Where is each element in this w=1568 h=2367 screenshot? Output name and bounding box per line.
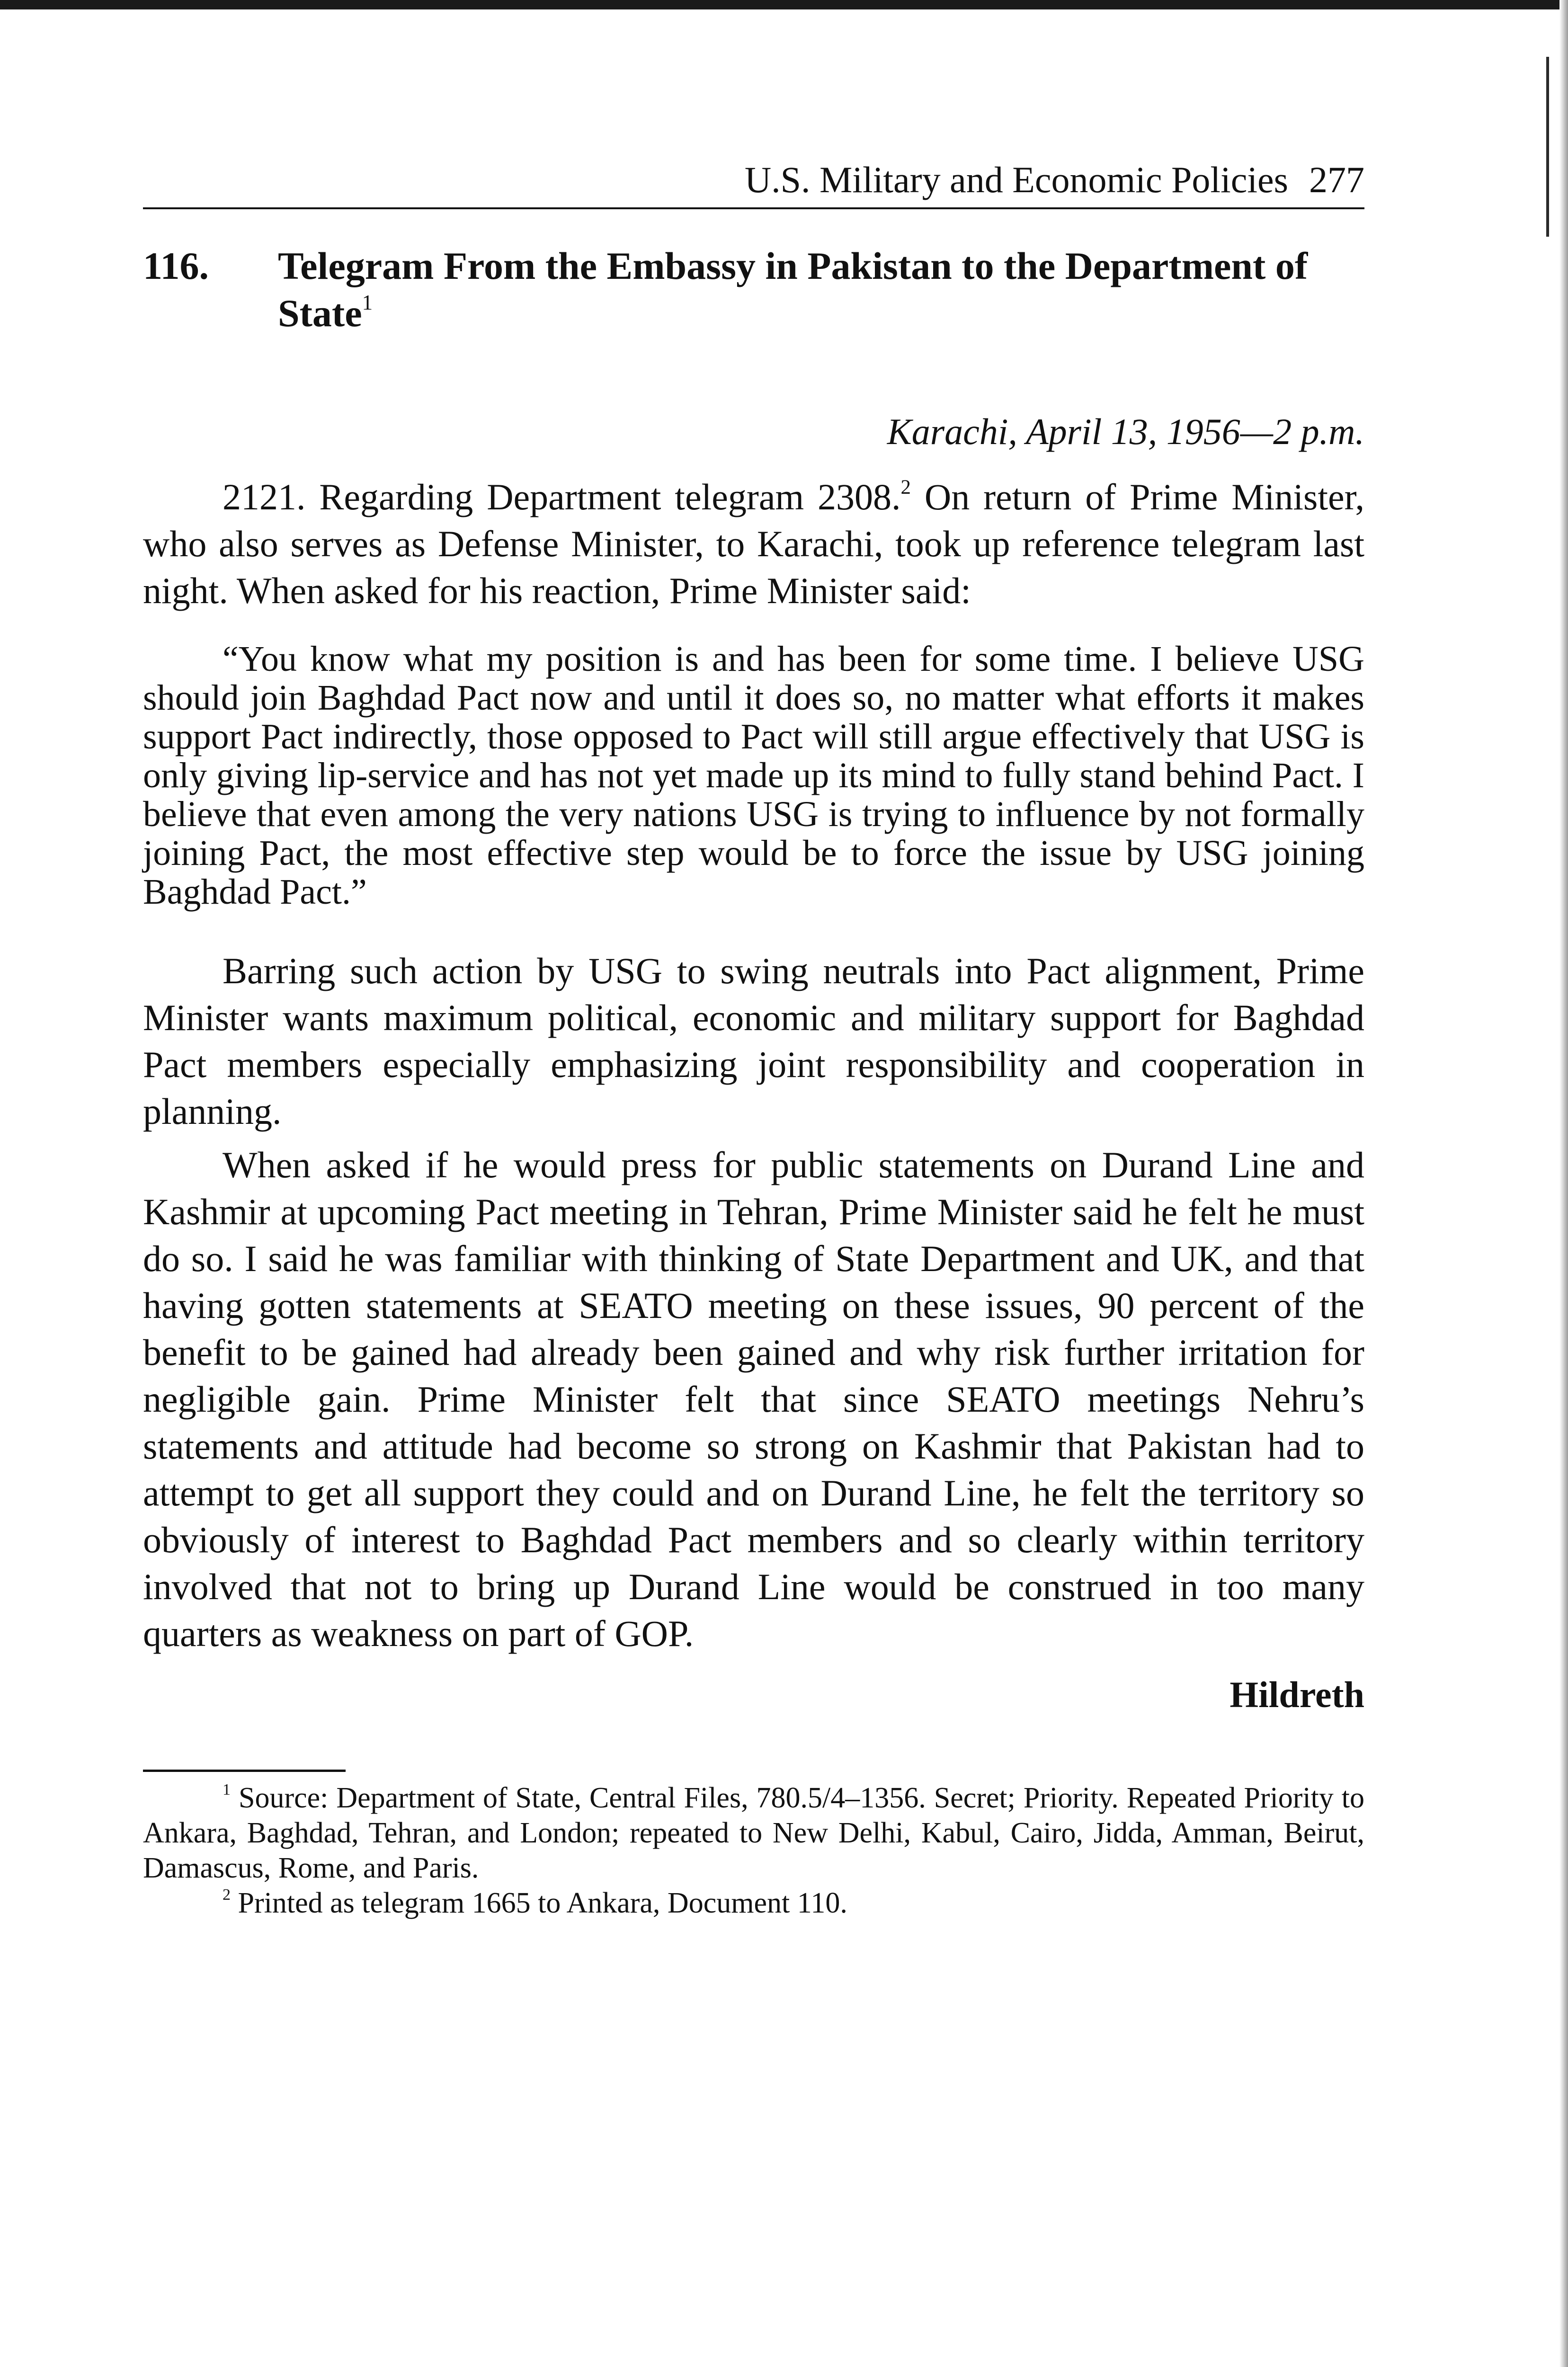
- paragraph-3: When asked if he would press for public statements on Durand Line and Kashmir at upcoming Pact meeting in Tehran, Prime Minister said he felt he must do so. I said he was familiar with thinking of State Department and UK, and that having gotten statements at SEATO meeting on these issues, 90 percent of the benefit to be gained had already been gained and why risk further irritation for negligible gain. Prime Minister felt that since SEATO meetings Nehru’s statements and attitude had become so strong on Kashmir that Pakistan had to attempt to get all support they could and on Durand Line, he felt the territory so obviously of interest to Baghdad Pact members and so clearly within territory involved that not to bring up Durand Line would be construed in too many quarters as weakness on part of GOP.: [143, 1144, 1364, 1654]
- page-number: 277: [1309, 159, 1364, 200]
- footnote-2-marker: 2: [223, 1886, 231, 1904]
- quoted-statement: “You know what my position is and has been for some time. I believe USG should join Baghdad Pact now and until it does so, no matter what efforts it makes support Pact indirectly, those opposed to Pact will still argue effectively that USG is only giving lip-service and has not yet made up its mind to fully stand behind Pact. I believe that even among the very nations USG is trying to influence by not formally joining Pact, the most effective step would be to force the issue by USG joining Baghdad Pact.”: [143, 639, 1364, 912]
- footnote-1: [143, 1780, 1364, 1886]
- footnotes: [143, 1780, 1364, 1921]
- footnote-ref-2: 2: [900, 476, 911, 498]
- document-number: 116.: [143, 244, 209, 287]
- document-page: [143, 156, 1364, 1921]
- scan-right-mark: [1546, 57, 1549, 237]
- running-header: [143, 156, 1364, 209]
- footnote-1-marker: 1: [223, 1781, 231, 1799]
- signature: Hildreth: [1229, 1674, 1364, 1715]
- dateline: Karachi, April 13, 1956—2 p.m.: [887, 411, 1364, 452]
- scan-top-edge: [0, 0, 1568, 9]
- footnote-2: [143, 1886, 1364, 1921]
- paragraph-1-rest: On return of Prime Minister, who also serves as Defense Minister, to Karachi, took up reference telegram last night. When asked for his reaction, Prime Minister said:: [143, 476, 1364, 611]
- paragraph-1-start: 2121. Regarding Department telegram 2308.: [223, 476, 901, 517]
- scan-right-edge: [1559, 0, 1568, 2367]
- footnote-divider: [143, 1770, 346, 1772]
- footnote-ref-1: 1: [362, 290, 373, 314]
- footnote-1-text: Source: Department of State, Central Files, 780.5/4–1356. Secret; Priority. Repeated Priority to Ankara, Baghdad, Tehran, and London; repeated to New Delhi, Kabul, Cairo, Jidda, Amman, Beirut, Damascus, Rome, and Paris.: [143, 1782, 1365, 1884]
- paragraph-1: [143, 473, 1364, 614]
- running-title: U.S. Military and Economic Policies: [744, 159, 1288, 200]
- document-title: [278, 242, 1364, 337]
- paragraph-2: Barring such action by USG to swing neutrals into Pact alignment, Prime Minister wants maximum political, economic and military support for Baghdad Pact members especially emphasizing joint responsibility and cooperation in planning.: [143, 950, 1364, 1132]
- document-heading: [143, 242, 1364, 337]
- footnote-2-text: Printed as telegram 1665 to Ankara, Document 110.: [238, 1887, 847, 1919]
- document-title-text: Telegram From the Embassy in Pakistan to the Department of State: [278, 244, 1308, 335]
